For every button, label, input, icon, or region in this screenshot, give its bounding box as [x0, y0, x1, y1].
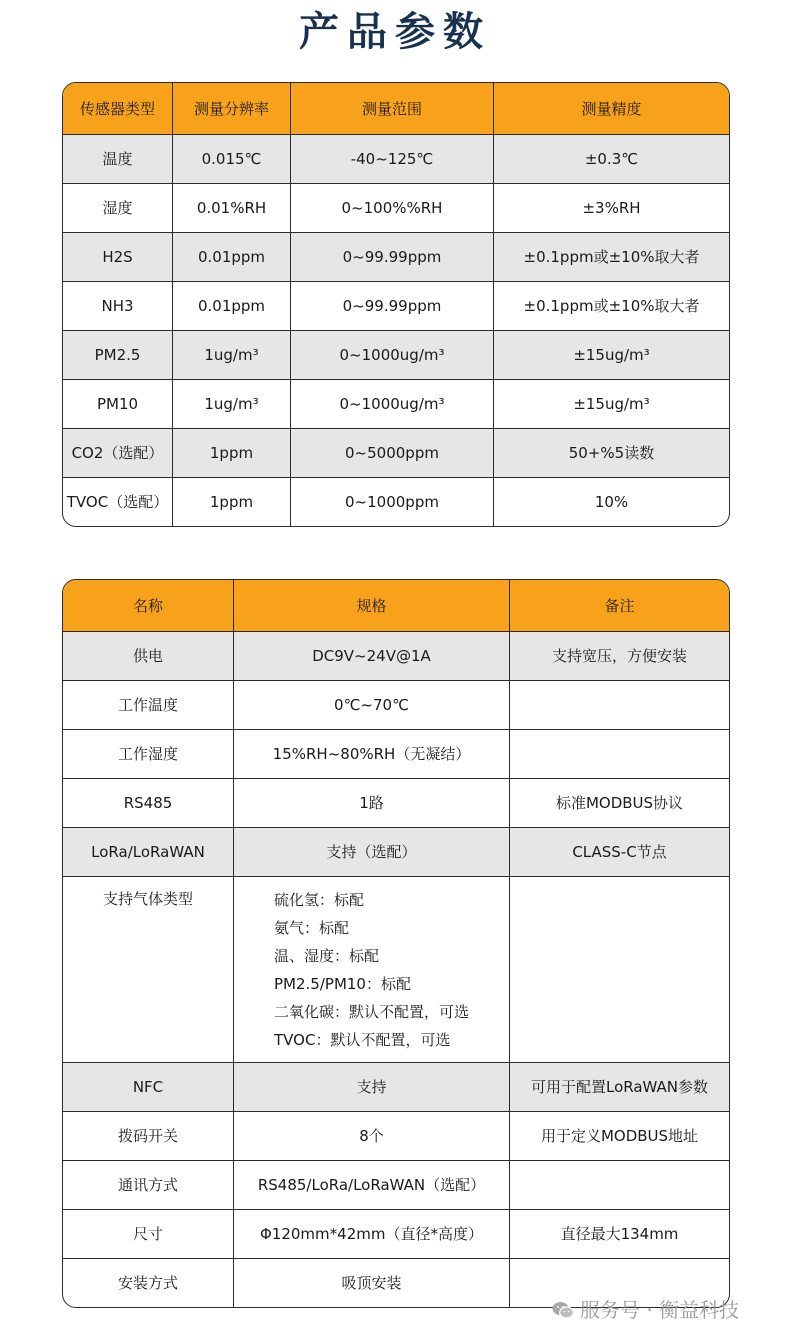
accuracy-cell: ±0.3℃ — [494, 135, 729, 184]
name-cell: NFC — [63, 1063, 234, 1112]
note-cell — [510, 730, 729, 779]
page-title: 产品参数 — [299, 9, 491, 55]
list-item: 硫化氢：标配 — [274, 890, 365, 909]
table-row — [63, 282, 729, 331]
resolution-cell: 0.01ppm — [173, 282, 291, 331]
range-cell: -40~125℃ — [291, 135, 494, 184]
name-cell: 通讯方式 — [63, 1161, 234, 1210]
table-row — [63, 681, 729, 730]
resolution-cell: 1ug/m³ — [173, 380, 291, 429]
table-row — [63, 779, 729, 828]
column-header: 测量范围 — [291, 83, 494, 135]
name-cell: 安装方式 — [63, 1259, 234, 1307]
sensor-type-cell: 湿度 — [63, 184, 173, 233]
name-cell: 供电 — [63, 632, 234, 681]
accuracy-cell: ±15ug/m³ — [494, 380, 729, 429]
range-cell: 0~1000ug/m³ — [291, 380, 494, 429]
list-item: PM2.5/PM10：标配 — [274, 974, 411, 993]
table-row — [63, 380, 729, 429]
note-cell: 可用于配置LoRaWAN参数 — [510, 1063, 729, 1112]
spec-cell: 8个 — [234, 1112, 510, 1161]
note-cell: 用于定义MODBUS地址 — [510, 1112, 729, 1161]
column-header: 传感器类型 — [63, 83, 173, 135]
table-row — [63, 632, 729, 681]
sensor-type-cell: PM10 — [63, 380, 173, 429]
table-row — [63, 877, 729, 1063]
range-cell: 0~99.99ppm — [291, 282, 494, 331]
sensor-type-cell: TVOC（选配） — [63, 478, 173, 526]
column-header: 测量精度 — [494, 83, 729, 135]
table-row — [63, 1210, 729, 1259]
sensor-type-cell: NH3 — [63, 282, 173, 331]
table-row — [63, 331, 729, 380]
spec-cell: 0℃~70℃ — [234, 681, 510, 730]
table-row — [63, 1161, 729, 1210]
table-row — [63, 233, 729, 282]
spec-table-header-row — [63, 580, 729, 632]
table-row — [63, 135, 729, 184]
resolution-cell: 1ug/m³ — [173, 331, 291, 380]
column-header: 测量分辨率 — [173, 83, 291, 135]
table-row — [63, 184, 729, 233]
sensor-type-cell: 温度 — [63, 135, 173, 184]
sensor-type-cell: H2S — [63, 233, 173, 282]
sensor-type-cell: CO2（选配） — [63, 429, 173, 478]
table-row — [63, 828, 729, 877]
wechat-icon — [552, 1301, 574, 1319]
accuracy-cell: 50+%5读数 — [494, 429, 729, 478]
watermark — [552, 1294, 739, 1323]
note-cell: 支持宽压，方便安装 — [510, 632, 729, 681]
resolution-cell: 0.015℃ — [173, 135, 291, 184]
spec-cell: 支持（选配） — [234, 828, 510, 877]
name-cell: 尺寸 — [63, 1210, 234, 1259]
range-cell: 0~1000ppm — [291, 478, 494, 526]
table-row — [63, 478, 729, 526]
name-cell: 工作湿度 — [63, 730, 234, 779]
resolution-cell: 1ppm — [173, 478, 291, 526]
resolution-cell: 0.01%RH — [173, 184, 291, 233]
name-cell: LoRa/LoRaWAN — [63, 828, 234, 877]
accuracy-cell: ±0.1ppm或±10%取大者 — [494, 233, 729, 282]
name-cell: RS485 — [63, 779, 234, 828]
note-cell — [510, 1161, 729, 1210]
list-item: 温、湿度：标配 — [274, 946, 380, 965]
accuracy-cell: ±3%RH — [494, 184, 729, 233]
note-cell: 标准MODBUS协议 — [510, 779, 729, 828]
resolution-cell: 1ppm — [173, 429, 291, 478]
column-header: 规格 — [234, 580, 510, 632]
range-cell: 0~99.99ppm — [291, 233, 494, 282]
table-row — [63, 730, 729, 779]
specifications-table — [62, 579, 730, 1308]
spec-cell: 1路 — [234, 779, 510, 828]
accuracy-cell: ±0.1ppm或±10%取大者 — [494, 282, 729, 331]
spec-cell: Φ120mm*42mm（直径*高度） — [234, 1210, 510, 1259]
accuracy-cell: ±15ug/m³ — [494, 331, 729, 380]
range-cell: 0~100%%RH — [291, 184, 494, 233]
watermark-text: 服务号 · 衡益科技 — [580, 1298, 740, 1322]
spec-cell: 15%RH~80%RH（无凝结） — [234, 730, 510, 779]
spec-cell: RS485/LoRa/LoRaWAN（选配） — [234, 1161, 510, 1210]
sensor-type-cell: PM2.5 — [63, 331, 173, 380]
spec-cell: 吸顶安装 — [234, 1259, 510, 1307]
list-item: TVOC：默认不配置，可选 — [274, 1030, 451, 1049]
column-header: 名称 — [63, 580, 234, 632]
column-header: 备注 — [510, 580, 729, 632]
list-item: 二氧化碳：默认不配置，可选 — [274, 1002, 470, 1021]
note-cell — [510, 877, 729, 1063]
resolution-cell: 0.01ppm — [173, 233, 291, 282]
table-row — [63, 1112, 729, 1161]
sensor-table-header-row — [63, 83, 729, 135]
accuracy-cell: 10% — [594, 493, 629, 511]
supported-gas-list — [234, 877, 510, 1063]
range-cell: 0~5000ppm — [291, 429, 494, 478]
spec-cell: DC9V~24V@1A — [234, 632, 510, 681]
name-cell: 工作温度 — [63, 681, 234, 730]
note-cell: 直径最大134mm — [510, 1210, 729, 1259]
list-item: 氨气：标配 — [274, 918, 350, 937]
name-cell: 支持气体类型 — [63, 877, 234, 1063]
note-cell — [510, 681, 729, 730]
table-row — [63, 429, 729, 478]
name-cell: 拨码开关 — [63, 1112, 234, 1161]
note-cell: CLASS-C节点 — [510, 828, 729, 877]
range-cell: 0~1000ug/m³ — [291, 331, 494, 380]
sensor-parameters-table — [62, 82, 730, 527]
spec-cell: 支持 — [234, 1063, 510, 1112]
table-row — [63, 1063, 729, 1112]
